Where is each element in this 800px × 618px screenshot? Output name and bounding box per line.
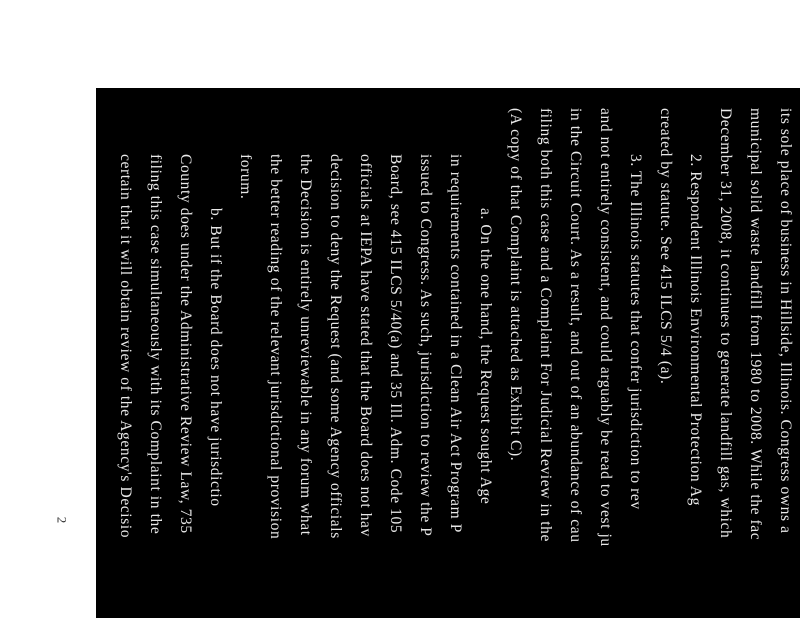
scanned-page (96, 88, 800, 618)
rotated-text-block (96, 88, 800, 618)
text-line: Board, see 415 ILCS 5/40(a) and 35 Ill. Adm. Code 105 (387, 154, 404, 534)
text-line: 3. The Illinois statutes that confer jurisdiction to rev (627, 154, 644, 510)
text-line: issued to Congress. As such, jurisdiction to review the P (417, 154, 434, 537)
text-line: in the Circuit Court. As a result, and out of an abundance of cau (567, 108, 584, 543)
text-line: filing this case simultaneously with its Complaint in the (147, 154, 164, 535)
text-line: municipal solid waste landfill from 1980 to 2008. While the fac (747, 108, 764, 541)
text-line: and not entirely consistent, and could arguably be read to vest ju (597, 108, 614, 547)
text-line: filing both this case and a Complaint For Judicial Review in the (537, 108, 554, 543)
text-line: certain that it will obtain review of the Agency's Decisio (117, 154, 134, 539)
text-line: created by statute. See 415 ILCS 5/4 (a). (657, 108, 674, 385)
text-line: forum. (237, 154, 254, 200)
page-number: 2 (54, 516, 70, 524)
text-line: County does under the Administrative Review Law, 735 (177, 154, 194, 534)
text-line: its sole place of business in Hillside, Illinois. Congress owns a (777, 108, 794, 534)
text-line: the better reading of the relevant jurisdictional provision (267, 154, 284, 540)
text-line: the Decision is entirely unreviewable in any forum what (297, 154, 314, 536)
text-line: decision to deny the Request (and some Agency officials (327, 154, 344, 539)
text-line: in requirements contained in a Clean Air Act Program P (447, 154, 464, 533)
text-line: December 31, 2008, it continues to generate landfill gas, which (717, 108, 734, 539)
text-line: officials at IEPA have stated that the Board does not hav (357, 154, 374, 537)
text-line: (A copy of that Complaint is attached as Exhibit C). (507, 108, 524, 462)
text-line: b. But if the Board does not have jurisdictio (207, 208, 224, 507)
text-line: a. On the one hand, the Request sought Age (477, 208, 494, 505)
text-line: 2. Respondent Illinois Environmental Protection Ag (687, 154, 704, 507)
